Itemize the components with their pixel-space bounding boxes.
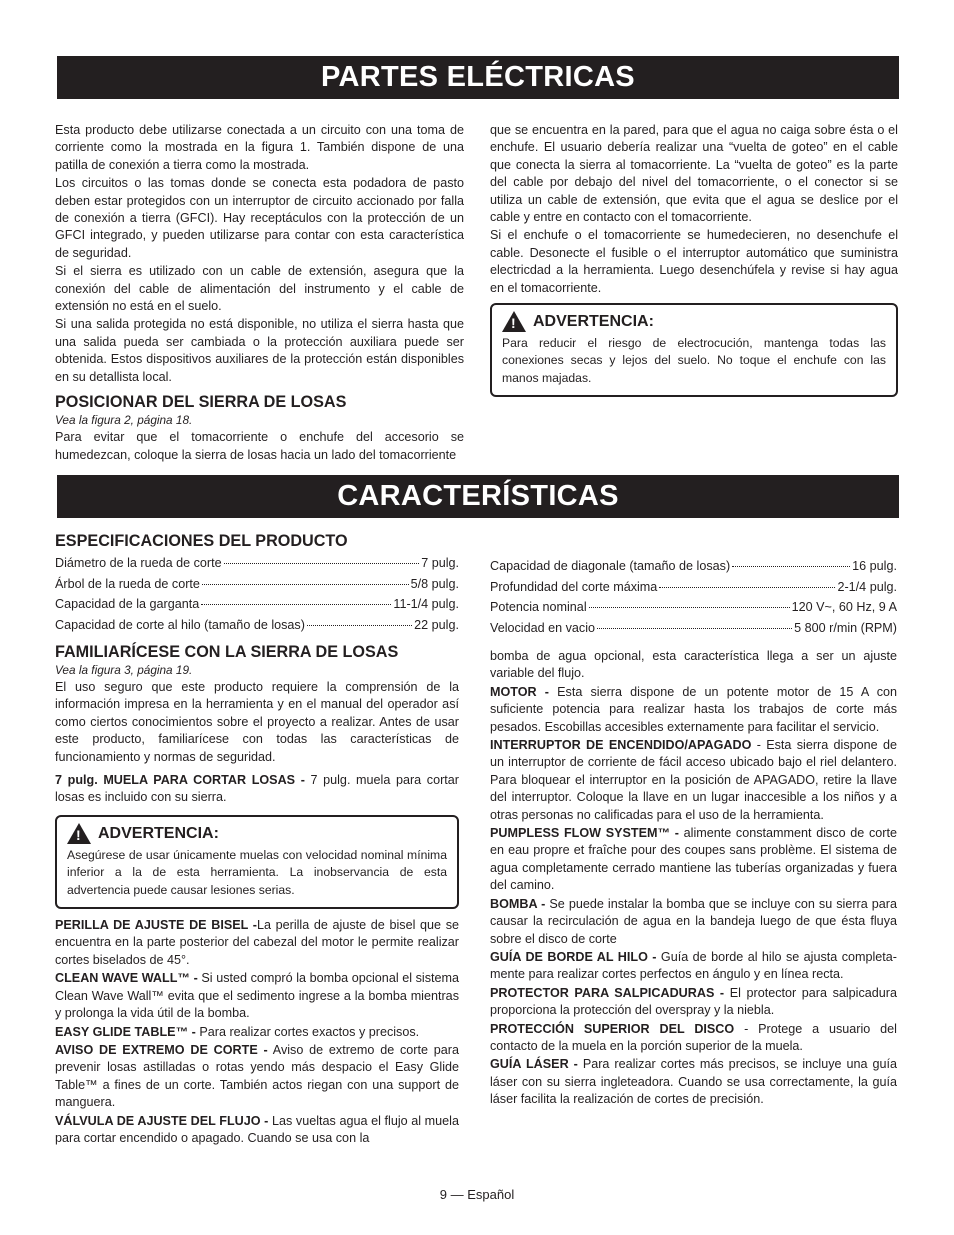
section-title-caracteristicas: CARACTERÍSTICAS — [57, 475, 899, 518]
figure-reference: Vea la figura 2, página 18. — [55, 413, 193, 428]
spec-row: Árbol de la rueda de corte 5/8 pulg. — [55, 576, 459, 591]
spec-row: Profundidad del corte máxima 2-1/4 pulg. — [490, 579, 897, 594]
warning-title: ! ADVERTENCIA: — [67, 823, 447, 844]
left-column-electrical — [55, 122, 464, 465]
paragraph: que se encuentra en la pared, para que el agua no caiga sobre ésta o el enchufe. El usuario debería realizar una “vuelta de goteo” en el cable que conecta la sierra al tomacorriente. La “vuelta de goteo” es la parte del cable por debajo del nivel del tomacorriente, o el conector si se utiliza un cable de extensión, que evita que el agua se deslice por el cable y entre en contacto con el tomacorriente. — [490, 123, 898, 225]
feature-item: GUÍA LÁSER - Para realizar cortes más precisos, se incluye una guía láser con su sierra ingleteadora. Cuando se usa correctamente, la guía láser facilita la realización de cortes de precisión. — [490, 1057, 897, 1107]
paragraph: Los circuitos o las tomas donde se conecta esta podadora de pasto deben estar protegidos con un interruptor de circuito accionado por falla de conexión a tierra (GFCI). Hay receptáculos con la protección de un GFCI integrado, y pueden utilizarse para contar con esta característica de seguridad. — [55, 176, 464, 260]
right-column-features — [490, 556, 897, 1110]
feature-muela: 7 pulg. MUELA PARA CORTAR LOSAS - 7 pulg. muela para cortar losas es incluido con su sierra. — [55, 773, 459, 805]
warning-title: ! ADVERTENCIA: — [502, 311, 886, 332]
feature-item: MOTOR - Esta sierra dispone de un potente motor de 15 A con suficiente potencia para realizar hasta los trabajos de corte más pesados. Escobillas accesibles externamente para facilitar el servicio. — [490, 684, 897, 734]
feature-item: PROTECTOR PARA SALPICADURAS - El protector para salpicadura proporciona la protección del overspray y la niebla. — [490, 985, 897, 1018]
paragraph: Si el sierra es utilizado con un cable de extensión, asegura que la conexión del cable de alimentación del instrumento y el cable de extensión no está en el suelo. — [55, 264, 464, 314]
feature-item: EASY GLIDE TABLE™ - Para realizar cortes exactos y precisos. — [55, 1024, 420, 1039]
warning-text: Para reducir el riesgo de electrocución, mantenga todas las conexiones secas y lejos del suelo. No toque el enchufe con las manos majadas. — [502, 336, 886, 385]
paragraph: bomba de agua opcional, esta característica llega a ser un ajuste variable del flujo. — [490, 649, 897, 681]
feature-item: BOMBA - Se puede instalar la bomba que se incluye con su sierra para causar la recirculación de agua en la bandeja luego de que ésta fluya sobre el disco de corte — [490, 896, 897, 946]
spec-row: Diámetro de la rueda de corte 7 pulg. — [55, 556, 459, 570]
paragraph: Si una salida protegida no está disponible, no utiliza el sierra hasta que una salida pueda ser cambiada o la protección auxiliara puede ser obtenida. Estos dispositivos auxiliares de la protección están disponibles en su detallista local. — [55, 317, 464, 384]
section-title-partes-electricas: PARTES ELÉCTRICAS — [57, 56, 899, 99]
spec-row: Capacidad de la garganta 11-1/4 pulg. — [55, 597, 459, 611]
paragraph: Si el enchufe o el tomacorriente se humedecieren, no desenchufe el cable. Desonecte el fusible o el interruptor automático que suministra electricdad a la herramienta. Luego desenchúfela y revise si hay agua en el tomacorriente. — [490, 228, 898, 295]
paragraph: Esta producto debe utilizarse conectada a un circuito con una toma de corriente como la mostrada en la figura 1. También dispone de una patilla de conexión a tierra como la mostrada. — [55, 123, 464, 172]
feature-item: PROTECCIÓN SUPERIOR DEL DISCO - Protege a usuario del contacto de la muela en la porción superior de la muela. — [490, 1021, 897, 1053]
warning-text: Asegúrese de usar únicamente muelas con velocidad nominal mínima inferior a la de esta herramienta. La inobservancia de esta advertencia puede causar lesiones serias. — [67, 847, 447, 897]
feature-item: CLEAN WAVE WALL™ - Si usted compró la bomba opcional el sistema Clean Wave Wall™ evita que el sedimento ingrese a la bomba mientras y prolonga la vida útil de la bomba. — [55, 971, 460, 1021]
paragraph: Para evitar que el tomacorriente o enchufe del accesorio se humedezcan, coloque la sierra de losas hacia un lado del tomacorriente — [55, 430, 464, 462]
feature-item: GUÍA DE BORDE AL HILO - Guía de borde al hilo se ajusta completa- mente para realizar cortes perfectos en ángulo y en línea recta. — [490, 949, 897, 982]
paragraph: El uso seguro que este producto requiere la comprensión de la información impresa en la herramienta y en el manual del operador así como ciertos conocimientos sobre el proyecto a realizar. Antes de usar este producto, familiarícese con todas las características de funcionamiento y normas de seguridad. — [55, 680, 459, 764]
spec-row: Capacidad de diagonale (tamaño de losas) 16 pulg. — [490, 559, 897, 573]
page-footer: 9 — Español — [439, 1187, 515, 1202]
feature-item: PERILLA DE AJUSTE DE BISEL -La perilla de ajuste de bisel que se encuentra en la parte posterior del cabezal del motor le permite realizar cortes biselados de 45°. — [55, 918, 459, 967]
spec-row: Potencia nominal 120 V~, 60 Hz, 9 A — [490, 600, 897, 614]
figure-reference: Vea la figura 3, página 19. — [55, 663, 193, 677]
warning-triangle-icon — [67, 823, 91, 844]
warning-box-wheel — [55, 815, 459, 909]
heading-posicionar: POSICIONAR DEL SIERRA DE LOSAS — [55, 393, 347, 412]
feature-item: VÁLVULA DE AJUSTE DEL FLUJO - Las vueltas agua el flujo al muela para cortar encendido o apagado. Cuando se usa con la — [55, 1113, 459, 1145]
left-column-features — [55, 532, 459, 1148]
spec-row: Velocidad en vacio 5 800 r/min (RPM) — [490, 620, 897, 635]
feature-item: INTERRUPTOR DE ENCENDIDO/APAGADO - Esta sierra dispone de un interruptor de corriente de fácil acceso ubicado bajo el riel delantero. Para bloquear el interruptor en la posición de APAGADO, retire la llave del interruptor. Coloque la llave en un lugar inaccesible a los niños y a otras personas no calificadas para el uso de la herramienta. — [490, 738, 897, 822]
spec-row: Capacidad de corte al hilo (tamaño de losas) 22 pulg. — [55, 617, 459, 632]
right-column-electrical — [490, 122, 898, 397]
feature-item: AVISO DE EXTREMO DE CORTE - Aviso de extremo de corte para prevenir losas astilladas o rotas yendo más despacio el Easy Glide Table™ a fines de un corte. También actos riegan con una support de manguera. — [55, 1042, 459, 1110]
warning-box-electrical — [490, 303, 898, 397]
heading-familiaricese: FAMILIARÍCESE CON LA SIERRA DE LOSAS — [55, 643, 399, 661]
feature-item: PUMPLESS FLOW SYSTEM™ - alimente constamment disco de corte en eau propre et fraîche pour des coupes sans problème. El sistema de agua completamente cerrado mantiene las tuberías organizadas y fuera del camino. — [490, 826, 897, 893]
warning-triangle-icon — [502, 311, 526, 332]
heading-especificaciones: ESPECIFICACIONES DEL PRODUCTO — [55, 532, 348, 550]
